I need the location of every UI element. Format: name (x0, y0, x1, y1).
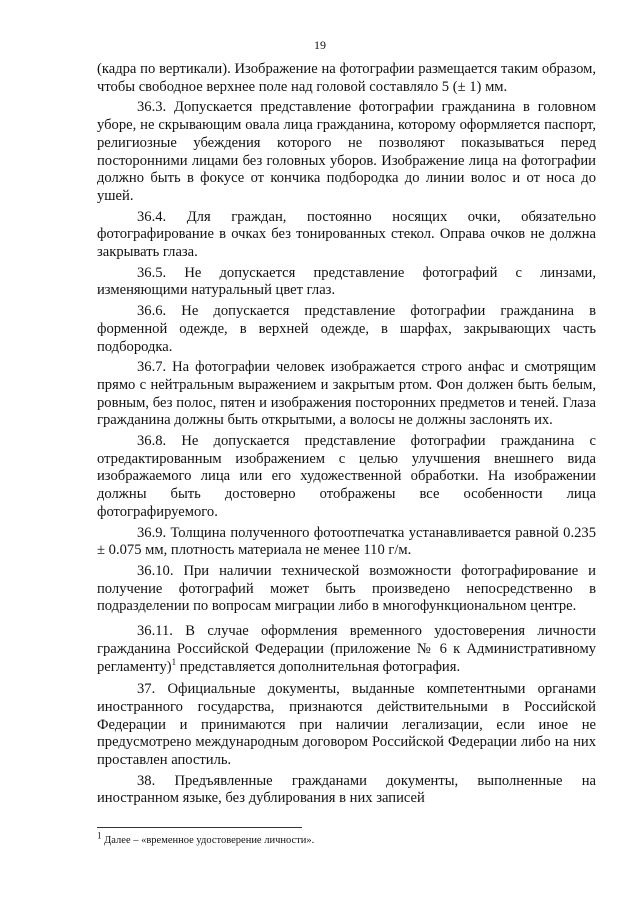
paragraph-36-9: 36.9. Толщина полученного фотоотпечатка устанавливается равной 0.235 ± 0.075 мм, плотность материала не менее 110 г/м. (97, 524, 596, 559)
paragraph-38: 38. Предъявленные гражданами документы, выполненные на иностранном языке, без дублирования в них записей (97, 772, 596, 807)
paragraph-36-3: 36.3. Допускается представление фотографии гражданина в головном уборе, не скрывающим овала лица гражданина, которому оформляется паспорт, религиозные убеждения которого не позволяют показываться перед посторонними лицами без головных уборов. Изображение лица на фотографии должно быть в фокусе от кончика подбородка до линии волос и от носа до ушей. (97, 99, 596, 204)
paragraph-36-11 (97, 623, 596, 676)
footnote-divider (97, 827, 302, 828)
paragraph-36-4: 36.4. Для граждан, постоянно носящих очки, обязательно фотографирование в очках без тонированных стекол. Оправа очков не должна закрывать глаза. (97, 208, 596, 261)
page-number: 19 (314, 38, 326, 52)
paragraph-36-6: 36.6. Не допускается представление фотографии гражданина в форменной одежде, в верхней одежде, в шарфах, закрывающих часть подбородка. (97, 303, 596, 355)
footnote-text: Далее – «временное удостоверение личности». (101, 835, 315, 846)
paragraph-36-11-text: 36.11. В случае оформления временного удостоверения личности гражданина Российской Федерации (приложение № 6 к Административному регламенту) (97, 623, 596, 675)
footnote-reference: 1 (171, 656, 177, 667)
paragraph-36-11-tail: представляется дополнительная фотография. (176, 658, 461, 675)
paragraph-36-8: 36.8. Не допускается представление фотографии гражданина с отредактированным изображением с целью улучшения внешнего вида изображаемого лица или его художественной обработки. На изображении должны быть достоверно отображены все особенности лица фотографируемого. (97, 433, 596, 520)
footnote-mark: 1 (97, 830, 102, 841)
document-body (97, 61, 596, 811)
paragraph-37: 37. Официальные документы, выданные компетентными органами иностранного государства, признаются действительными в Российской Федерации и принимаются при наличии легализации, если иное не предусмотрено международным договором Российской Федерации либо на них проставлен апостиль. (97, 681, 596, 769)
paragraph-36-7: 36.7. На фотографии человек изображается строго анфас и смотрящим прямо с нейтральным выражением и закрытым ртом. Фон должен быть белым, ровным, без полос, пятен и изображения посторонних предметов и теней. Глаза гражданина должны быть открытыми, а волосы не должны заслонять их. (97, 359, 596, 429)
footnote (97, 830, 596, 847)
paragraph-36-10: 36.10. При наличии технической возможности фотографирование и получение фотографий может быть произведено непосредственно в подразделении по вопросам миграции либо в многофункциональном центре. (97, 562, 596, 615)
paragraph-36-5: 36.5. Не допускается представление фотографий с линзами, изменяющими натуральный цвет глаз. (97, 264, 596, 299)
paragraph-continuation: (кадра по вертикали). Изображение на фотографии размещается таким образом, чтобы свободное верхнее поле над головой составляло 5 (± 1) мм. (97, 61, 596, 95)
